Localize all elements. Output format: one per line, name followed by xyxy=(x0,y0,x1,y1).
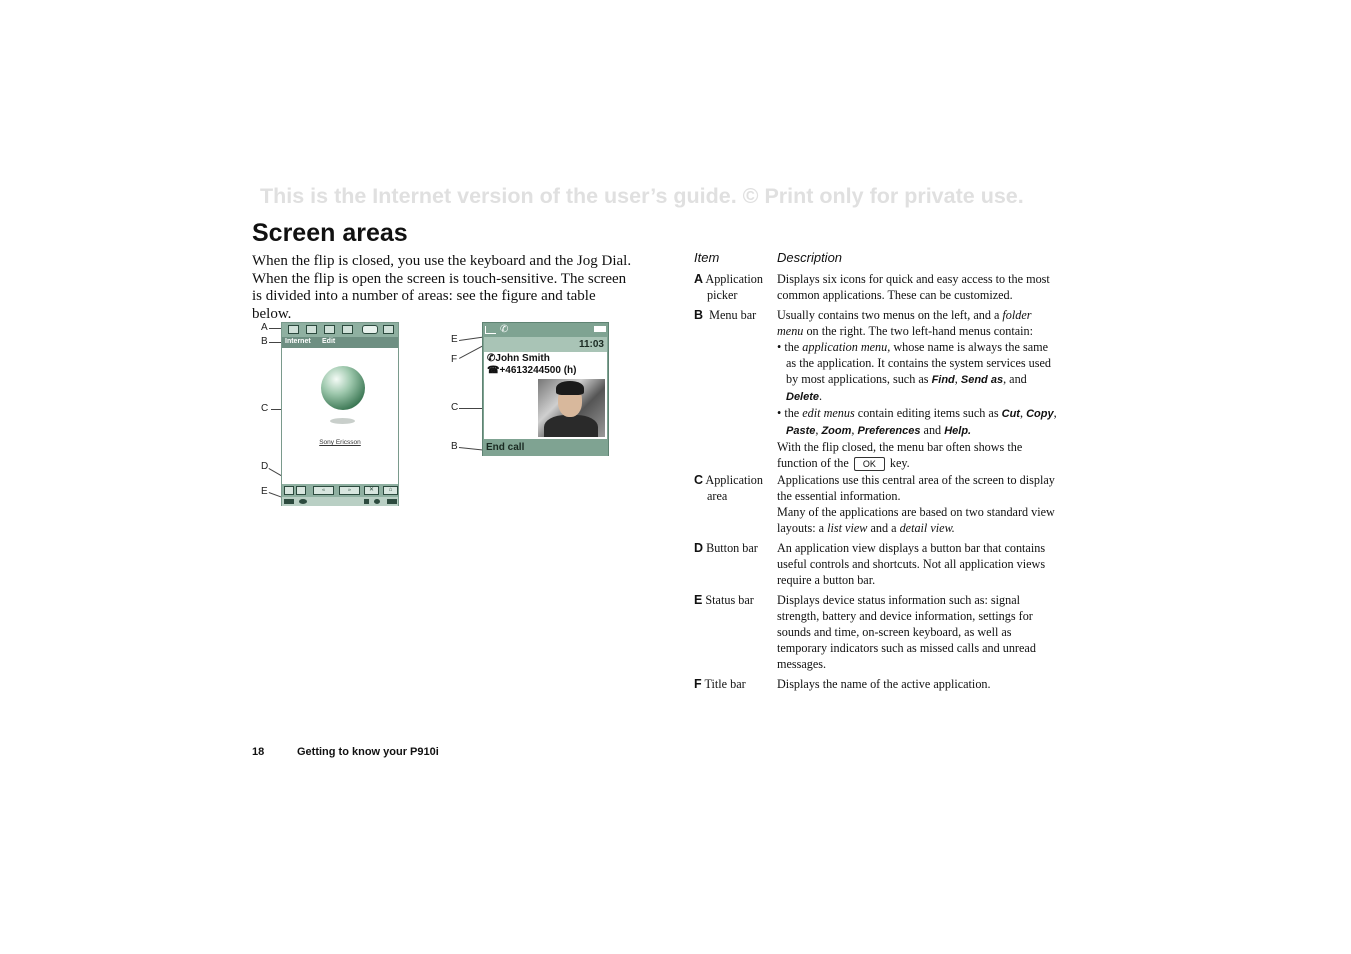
intro-paragraph: When the flip is closed, you use the keyboard and the Jog Dial. When the flip is open the screen is touch-sensitive. The screen is divided into a number of areas: see the figure and table below. xyxy=(252,253,632,322)
contact-number: ☎+4613244500 (h) xyxy=(487,365,577,376)
battery-icon xyxy=(387,499,397,504)
tag-icon xyxy=(306,325,317,334)
phone-screen-open xyxy=(281,322,399,506)
item-description: Displays device status information such as: signal strength, battery and device information, settings for sounds and time, on-screen keyboard, as well as temporary indicators such as missed calls and unread messages. xyxy=(777,593,1036,671)
clock-time: 11:03 xyxy=(578,339,604,350)
signal-icon xyxy=(485,326,496,334)
phone-screen-closed xyxy=(482,322,609,456)
brand-text: Sony Ericsson xyxy=(319,439,361,446)
home-icon: ⌂ xyxy=(383,486,398,495)
keyboard-icon xyxy=(299,499,307,504)
item-label: C Application area xyxy=(694,473,763,503)
title-bar xyxy=(484,337,607,352)
item-label: F Title bar xyxy=(694,677,746,691)
internet-icon xyxy=(362,325,378,334)
battery-icon xyxy=(594,326,606,332)
callout-e2: E xyxy=(451,334,458,345)
callout-c: C xyxy=(261,403,269,414)
phone-icon xyxy=(324,325,335,334)
callout-f: F xyxy=(451,354,458,365)
menu-bar xyxy=(282,337,398,348)
watermark: This is the Internet version of the user’s guide. © Print only for private use. xyxy=(260,184,1024,208)
item-label: B Menu bar xyxy=(694,308,757,322)
ok-key-icon: OK xyxy=(854,457,885,471)
forward-icon: » xyxy=(339,486,360,495)
button-bar xyxy=(282,484,398,497)
sound-icon xyxy=(364,499,369,504)
callout-d: D xyxy=(261,461,269,472)
status-bar-closed xyxy=(483,323,608,336)
signal-icon xyxy=(284,499,294,504)
item-description: Applications use this central area of the screen to display the essential information. Many of the applications are based on two standard view layouts: a list view and a detail view. xyxy=(777,473,1055,535)
menu-internet: Internet xyxy=(285,338,311,345)
item-description: Displays the name of the active application. xyxy=(777,677,991,691)
zoom-icon xyxy=(284,486,294,495)
callout-e: E xyxy=(261,486,268,497)
contacts-icon xyxy=(342,325,353,334)
clock-icon xyxy=(374,499,380,504)
item-description: An application view displays a button bar that contains useful controls and shortcuts. Not all application views require a button bar. xyxy=(777,541,1046,587)
logo-shadow xyxy=(330,418,355,424)
item-label: E Status bar xyxy=(694,593,754,607)
callout-c2: C xyxy=(451,402,459,413)
footer-section-title: Getting to know your P910i xyxy=(297,746,439,758)
stop-icon: ✕ xyxy=(364,486,379,495)
page-title: Screen areas xyxy=(252,219,408,247)
sony-ericsson-logo-icon xyxy=(321,366,365,410)
item-label: D Button bar xyxy=(694,541,758,555)
menu-edit: Edit xyxy=(322,338,336,345)
application-picker xyxy=(282,323,398,337)
contact-name: ✆John Smith xyxy=(487,353,550,364)
status-bar xyxy=(282,497,398,506)
messaging-icon xyxy=(288,325,299,334)
callout-a: A xyxy=(261,322,268,333)
phone-icon: ✆ xyxy=(500,324,509,335)
document-icon xyxy=(296,486,306,495)
header-item: Item xyxy=(694,250,720,265)
header-description: Description xyxy=(777,250,843,265)
page-number: 18 xyxy=(252,746,265,758)
contact-photo xyxy=(538,379,605,437)
callout-b: B xyxy=(261,336,268,347)
back-icon: « xyxy=(313,486,334,495)
end-call-label: End call xyxy=(486,442,525,453)
menu-bar-closed xyxy=(483,440,608,456)
item-label: A Application picker xyxy=(694,272,763,302)
callout-b2: B xyxy=(451,441,458,452)
app-launcher-icon xyxy=(383,325,394,334)
item-description: Usually contains two menus on the left, and a folder menu on the right. The two left-hand menus contain: • the application menu, whose name is always the same as the application. It contains the system services used by most applications, such as Find, Send as, and Delete. • the edit menus contain editing items such as Cut, Copy, Paste, Zoom, Preferences and Help. With the flip closed, the menu bar often shows the function of the OK key. xyxy=(777,308,1057,470)
item-description: Displays six icons for quick and easy access to the most common applications. These can be customized. xyxy=(777,272,1050,302)
application-area xyxy=(484,352,607,439)
